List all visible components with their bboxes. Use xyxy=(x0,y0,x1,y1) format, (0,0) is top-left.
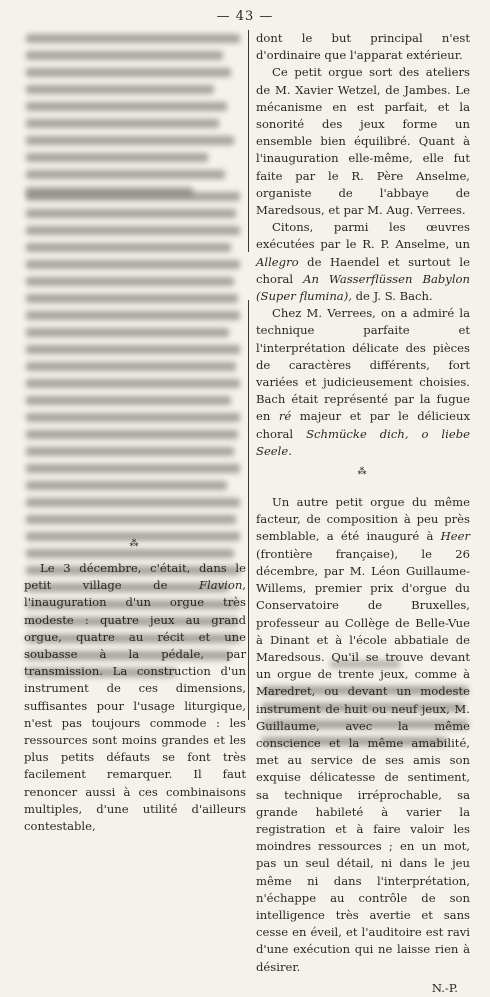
column-rule-lower xyxy=(248,300,249,720)
paragraph: dont le but principal n'est d'ordinaire que l'apparat extérieur. xyxy=(256,31,470,63)
blurred-table-region xyxy=(26,34,240,204)
page-number: — 43 — xyxy=(216,9,274,24)
paragraph: Un autre petit orgue du même facteur, de composition à peu près semblable, a été inauguré à Heer (frontière française), le 26 décembre, par M. Léon Guillaume-Willems, premier prix d'orgue du Conservatoire de Bruxelles, professeur au Collège de Belle-Vue à Dinant et à l'école abbatiale de Maredsous. Qu'il se trouve devant un orgue de trente jeux, comme à Maredret, ou devant un modeste instrument de huit ou neuf jeux, M. Guillaume, avec la même conscience et la même amabilité, met au service de ses amis son exquise délicatesse de sentiment, sa technique irréprochable, sa grande habileté à varier la registration et à faire valoir les moindres ressources ; en un mot, pas un seul détail, ni dans le jeu même ni dans l'interprétation, n'échappe au contrôle de son intelligence très avertie et sans cesse en éveil, et l'auditoire est ravi d'une exécution qui ne laisse rien à désirer. xyxy=(256,495,470,974)
right-column xyxy=(256,30,470,997)
signature: N.-P. xyxy=(431,980,458,995)
paragraph: Chez M. Verrees, on a admiré la technique parfaite et l'interprétation délicate des pièces de caractères différents, fort variées et judicieusement choisies. Bach était représenté par la fugue en ré majeur et par le délicieux choral Schmücke dich, o liebe Seele. xyxy=(256,306,470,458)
column-rule-upper xyxy=(248,30,249,252)
section-break-asterism: ⁂ xyxy=(129,539,141,549)
left-column-lower xyxy=(24,540,246,835)
paragraph: Ce petit orgue sort des ateliers de M. Xavier Wetzel, de Jambes. Le mécanisme en est parfait, et la sonorité des jeux forme un ensemble bien équilibré. Quant à l'inauguration elle-même, elle fut faite par le R. Père Anselme, organiste de l'abbaye de Maredsous, et par M. Aug. Verrees. xyxy=(256,65,470,218)
paragraph: Le 3 décembre, c'était, dans le petit village de Flavion, l'inauguration d'un orgue très modeste : quatre jeux au grand orgue, quatre au récit et une soubasse à la pédale, par transmission. La construction d'un instrument de ces dimensions, suffisantes pour l'usage liturgique, n'est pas toujours commode : les ressources sont moins grandes et les plus petits défauts se font très facilement remarquer. Il faut renoncer aussi à ces combinaisons multiples, d'une utilité d'ailleurs contestable, xyxy=(24,561,246,834)
paragraph: Citons, parmi les œuvres exécutées par le R. P. Anselme, un Allegro de Haendel et surtout le choral An Wasserflüssen Babylon (Super flumina), de J. S. Bach. xyxy=(256,220,470,304)
section-break-asterism: ⁂ xyxy=(357,467,369,478)
